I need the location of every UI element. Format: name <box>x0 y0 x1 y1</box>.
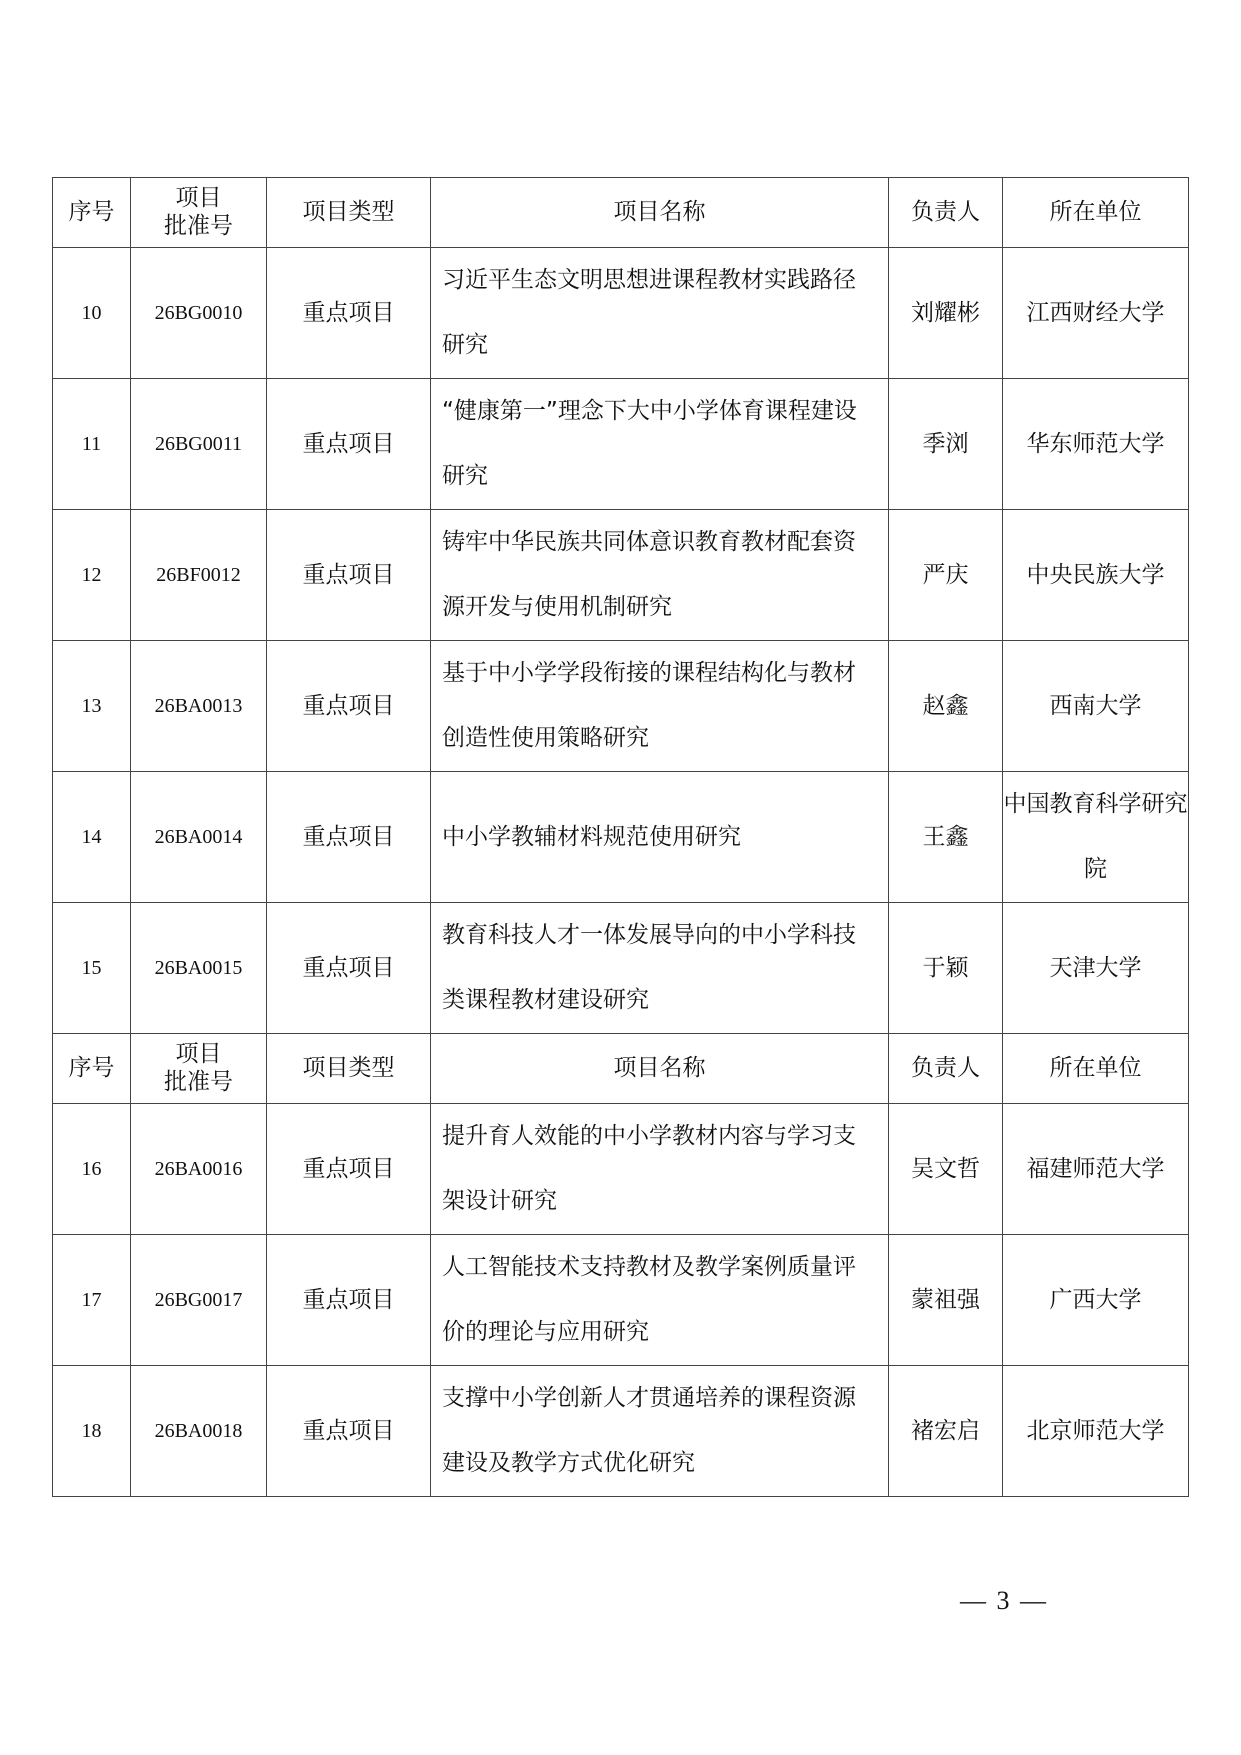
table-row <box>53 641 1189 772</box>
row-name: 中小学教辅材料规范使用研究 <box>431 772 889 903</box>
row-code: 26BA0015 <box>131 903 267 1034</box>
row-type: 重点项目 <box>267 1366 431 1497</box>
row-name: “健康第一”理念下大中小学体育课程建设研究 <box>431 379 889 510</box>
row-unit: 中央民族大学 <box>1003 510 1189 641</box>
row-leader: 蒙祖强 <box>889 1235 1003 1366</box>
row-type: 重点项目 <box>267 903 431 1034</box>
row-code: 26BA0013 <box>131 641 267 772</box>
table-row <box>53 510 1189 641</box>
header-code-line1: 项目 <box>175 184 222 211</box>
header-seq: 序号 <box>53 1034 131 1104</box>
table-header-row <box>53 1034 1189 1104</box>
row-unit: 中国教育科学研究院 <box>1003 772 1189 903</box>
row-name: 教育科技人才一体发展导向的中小学科技类课程教材建设研究 <box>431 903 889 1034</box>
row-unit: 西南大学 <box>1003 641 1189 772</box>
row-code: 26BA0016 <box>131 1104 267 1235</box>
row-code: 26BA0018 <box>131 1366 267 1497</box>
row-unit: 北京师范大学 <box>1003 1366 1189 1497</box>
row-type: 重点项目 <box>267 641 431 772</box>
row-seq: 11 <box>53 379 131 510</box>
row-leader: 严庆 <box>889 510 1003 641</box>
row-seq: 16 <box>53 1104 131 1235</box>
row-name: 习近平生态文明思想进课程教材实践路径研究 <box>431 248 889 379</box>
row-name: 人工智能技术支持教材及教学案例质量评价的理论与应用研究 <box>431 1235 889 1366</box>
row-unit: 华东师范大学 <box>1003 379 1189 510</box>
header-unit: 所在单位 <box>1003 178 1189 248</box>
row-leader: 王鑫 <box>889 772 1003 903</box>
row-code: 26BG0010 <box>131 248 267 379</box>
table-header-row <box>53 178 1189 248</box>
row-seq: 10 <box>53 248 131 379</box>
table-row <box>53 772 1189 903</box>
row-leader: 吴文哲 <box>889 1104 1003 1235</box>
project-table <box>52 177 1189 1497</box>
row-name: 铸牢中华民族共同体意识教育教材配套资源开发与使用机制研究 <box>431 510 889 641</box>
row-type: 重点项目 <box>267 772 431 903</box>
page-number: — 3 — <box>960 1586 1048 1615</box>
table-row <box>53 1235 1189 1366</box>
header-leader: 负责人 <box>889 178 1003 248</box>
row-unit: 福建师范大学 <box>1003 1104 1189 1235</box>
row-type: 重点项目 <box>267 379 431 510</box>
row-unit: 江西财经大学 <box>1003 248 1189 379</box>
row-leader: 季浏 <box>889 379 1003 510</box>
header-code-line1: 项目 <box>175 1040 222 1067</box>
row-seq: 15 <box>53 903 131 1034</box>
row-code: 26BF0012 <box>131 510 267 641</box>
row-leader: 刘耀彬 <box>889 248 1003 379</box>
header-name: 项目名称 <box>431 178 889 248</box>
header-unit: 所在单位 <box>1003 1034 1189 1104</box>
header-leader: 负责人 <box>889 1034 1003 1104</box>
row-type: 重点项目 <box>267 1104 431 1235</box>
row-type: 重点项目 <box>267 248 431 379</box>
row-seq: 17 <box>53 1235 131 1366</box>
header-seq: 序号 <box>53 178 131 248</box>
row-type: 重点项目 <box>267 510 431 641</box>
row-code: 26BG0017 <box>131 1235 267 1366</box>
row-type: 重点项目 <box>267 1235 431 1366</box>
row-code: 26BA0014 <box>131 772 267 903</box>
table-row <box>53 248 1189 379</box>
header-name: 项目名称 <box>431 1034 889 1104</box>
row-name: 支撑中小学创新人才贯通培养的课程资源建设及教学方式优化研究 <box>431 1366 889 1497</box>
row-code: 26BG0011 <box>131 379 267 510</box>
row-seq: 14 <box>53 772 131 903</box>
row-leader: 于颖 <box>889 903 1003 1034</box>
table-row <box>53 379 1189 510</box>
row-seq: 12 <box>53 510 131 641</box>
row-name: 提升育人效能的中小学教材内容与学习支架设计研究 <box>431 1104 889 1235</box>
table-body <box>53 178 1189 1497</box>
row-seq: 18 <box>53 1366 131 1497</box>
table-row <box>53 1366 1189 1497</box>
table-row <box>53 903 1189 1034</box>
header-type: 项目类型 <box>267 1034 431 1104</box>
row-leader: 赵鑫 <box>889 641 1003 772</box>
row-leader: 褚宏启 <box>889 1366 1003 1497</box>
header-code <box>131 178 267 248</box>
header-code-line2: 批准号 <box>164 1068 233 1095</box>
header-code-line2: 批准号 <box>164 212 233 239</box>
table-row <box>53 1104 1189 1235</box>
row-name: 基于中小学学段衔接的课程结构化与教材创造性使用策略研究 <box>431 641 889 772</box>
row-seq: 13 <box>53 641 131 772</box>
row-unit: 天津大学 <box>1003 903 1189 1034</box>
row-unit: 广西大学 <box>1003 1235 1189 1366</box>
header-code <box>131 1034 267 1104</box>
header-type: 项目类型 <box>267 178 431 248</box>
